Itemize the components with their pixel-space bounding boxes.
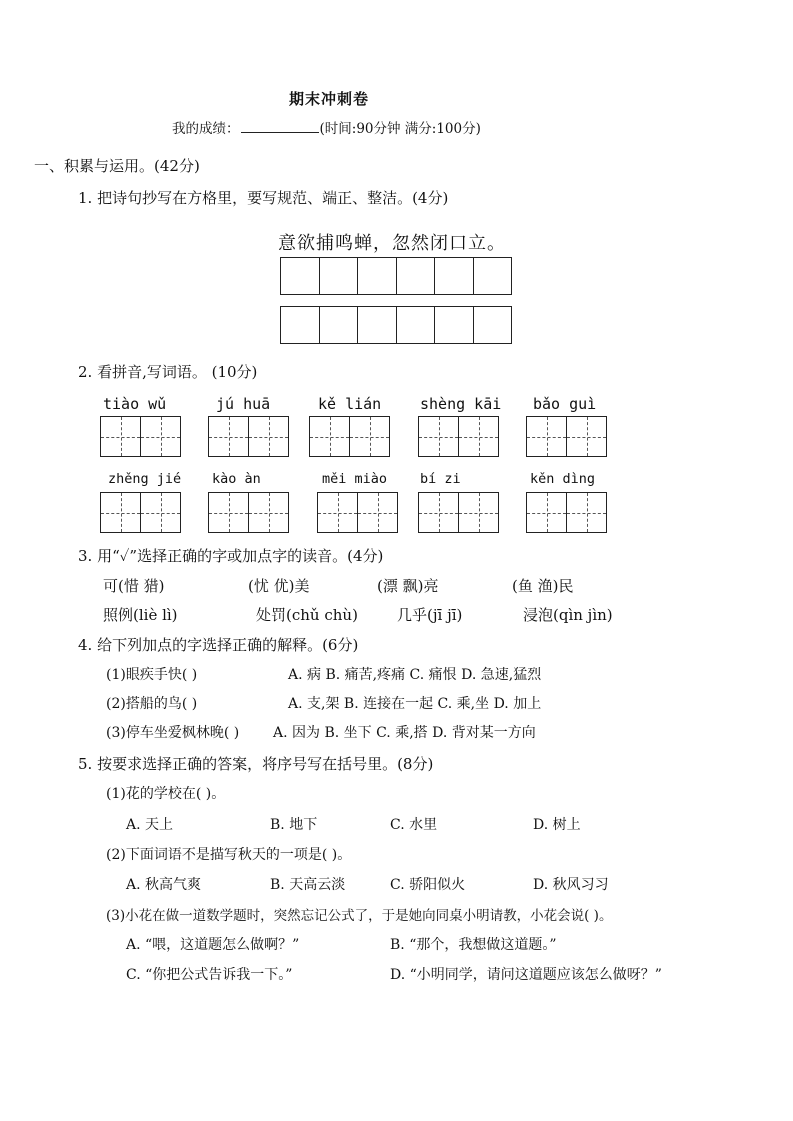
q2-answer-box[interactable] bbox=[317, 492, 398, 533]
q4-stem: (1)眼疾手快( ) bbox=[106, 667, 198, 683]
q3-option[interactable]: 浸泡(qìn jìn) bbox=[523, 606, 613, 624]
q2-pinyin: měi miào bbox=[322, 471, 388, 487]
q5-option[interactable]: D. 树上 bbox=[533, 817, 581, 833]
q3-option[interactable]: 几乎(jī jī) bbox=[397, 606, 463, 624]
q5-prompt: 5. 按要求选择正确的答案，将序号写在括号里。(8分) bbox=[78, 755, 434, 773]
q2-answer-box[interactable] bbox=[208, 416, 289, 457]
q4-options: A. 病 B. 痛苦,疼痛 C. 痛恨 D. 急速,猛烈 bbox=[288, 667, 542, 683]
q2-pinyin: bǎo guì bbox=[533, 395, 597, 413]
q3-option[interactable]: (漂 飘)亮 bbox=[377, 577, 439, 595]
q2-answer-box[interactable] bbox=[418, 416, 499, 457]
q1-poem: 意欲捕鸣蝉，忽然闭口立。 bbox=[278, 233, 506, 254]
q2-pinyin: kěn dìng bbox=[530, 471, 596, 487]
q5-option[interactable]: A. “喂，这道题怎么做啊？” bbox=[126, 937, 300, 953]
q3-option[interactable]: 照例(liè lì) bbox=[103, 606, 178, 624]
q3-option[interactable]: 可(惜 猎) bbox=[103, 577, 165, 595]
section-heading: 一、积累与运用。(42分) bbox=[34, 157, 200, 175]
q2-pinyin: bí zi bbox=[420, 471, 461, 487]
q2-pinyin: zhěng jié bbox=[108, 471, 182, 487]
q5-option[interactable]: B. “那个，我想做这道题。” bbox=[390, 937, 557, 953]
score-line bbox=[172, 117, 481, 137]
q2-answer-box[interactable] bbox=[526, 416, 607, 457]
q4-options: A. 因为 B. 坐下 C. 乘,搭 D. 背对某一方向 bbox=[273, 725, 536, 741]
q2-pinyin: jú huā bbox=[216, 395, 271, 413]
score-blank[interactable] bbox=[241, 118, 319, 133]
q2-answer-box[interactable] bbox=[309, 416, 390, 457]
q3-option[interactable]: (忧 优)美 bbox=[248, 577, 310, 595]
q5-option[interactable]: D. “小明同学，请问这道题应该怎么做呀？” bbox=[390, 967, 662, 983]
q5-sub3-stem: (3)小花在做一道数学题时，突然忘记公式了，于是她向同桌小明请教，小花会说( )。 bbox=[106, 908, 613, 924]
q5-option[interactable]: C. 骄阳似火 bbox=[390, 877, 466, 893]
q2-pinyin: kě lián bbox=[318, 395, 382, 413]
q3-option[interactable]: 处罚(chǔ chù) bbox=[256, 606, 358, 624]
q1-grid-row-1[interactable] bbox=[280, 257, 512, 295]
q5-sub1-stem: (1)花的学校在( )。 bbox=[106, 786, 226, 802]
q5-sub2-stem: (2)下面词语不是描写秋天的一项是( )。 bbox=[106, 847, 352, 863]
q1-prompt: 1. 把诗句抄写在方格里，要写规范、端正、整洁。(4分) bbox=[78, 189, 449, 207]
q5-option[interactable]: A. 天上 bbox=[126, 817, 174, 833]
q5-option[interactable]: D. 秋风习习 bbox=[533, 877, 609, 893]
q5-option[interactable]: A. 秋高气爽 bbox=[126, 877, 202, 893]
score-label: 我的成绩： bbox=[172, 121, 240, 137]
q2-answer-box[interactable] bbox=[100, 492, 181, 533]
q2-answer-box[interactable] bbox=[418, 492, 499, 533]
q2-prompt: 2. 看拼音,写词语。 (10分) bbox=[78, 363, 258, 381]
q4-options: A. 支,架 B. 连接在一起 C. 乘,坐 D. 加上 bbox=[288, 696, 542, 712]
q4-stem: (3)停车坐爱枫林晚( ) bbox=[106, 725, 240, 741]
q2-pinyin: tiào wǔ bbox=[103, 395, 167, 413]
q2-answer-box[interactable] bbox=[526, 492, 607, 533]
q2-pinyin: shèng kāi bbox=[420, 395, 502, 413]
q1-grid-row-2[interactable] bbox=[280, 306, 512, 344]
page-title: 期末冲刺卷 bbox=[289, 90, 370, 108]
q2-answer-box[interactable] bbox=[100, 416, 181, 457]
q2-pinyin: kào àn bbox=[212, 471, 261, 487]
q5-option[interactable]: C. 水里 bbox=[390, 817, 438, 833]
q3-option[interactable]: (鱼 渔)民 bbox=[512, 577, 574, 595]
exam-meta: (时间:90分钟 满分:100分) bbox=[319, 121, 481, 137]
q5-option[interactable]: B. 天高云淡 bbox=[270, 877, 346, 893]
q5-option[interactable]: B. 地下 bbox=[270, 817, 318, 833]
q5-option[interactable]: C. “你把公式告诉我一下。” bbox=[126, 967, 293, 983]
q4-stem: (2)搭船的鸟( ) bbox=[106, 696, 198, 712]
q2-answer-box[interactable] bbox=[208, 492, 289, 533]
q3-prompt: 3. 用“✓”选择正确的字或加点字的读音。(4分) bbox=[78, 547, 384, 565]
q4-prompt: 4. 给下列加点的字选择正确的解释。(6分) bbox=[78, 636, 359, 654]
